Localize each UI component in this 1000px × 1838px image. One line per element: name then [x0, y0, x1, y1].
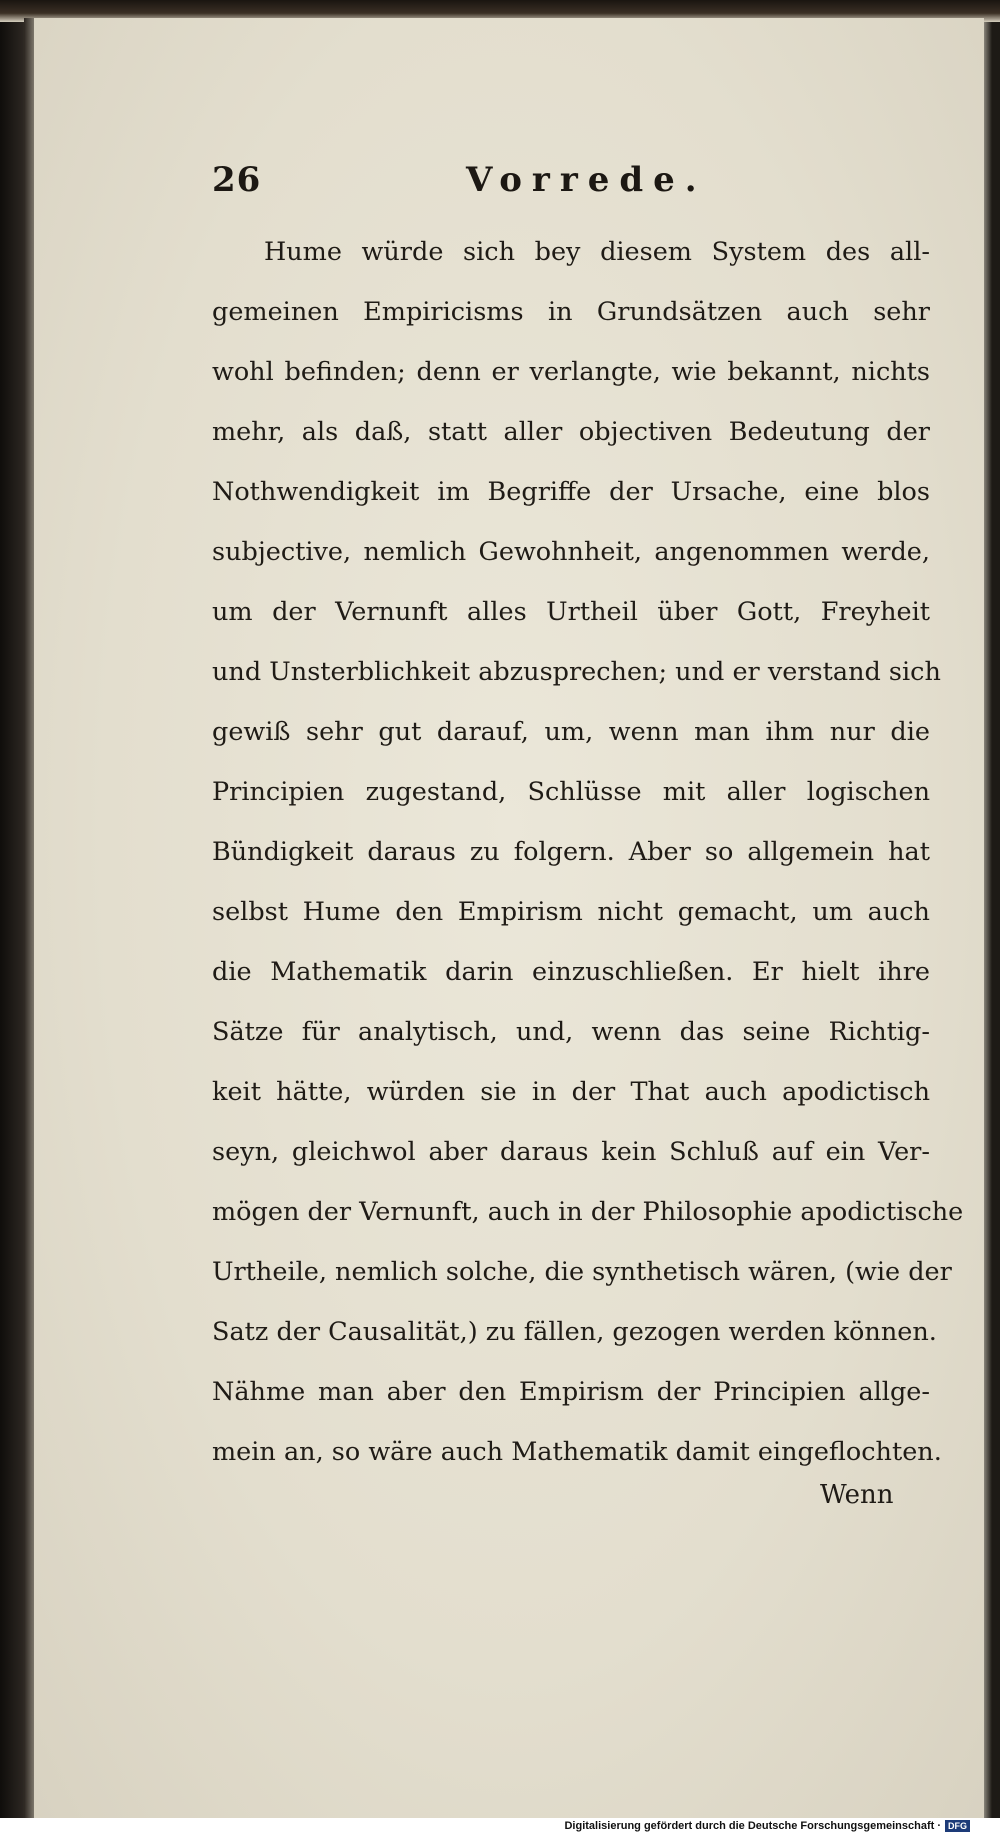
body-text [212, 222, 964, 1482]
text-line-content: wohl befinden; denn er verlangte, wie bekannt, nichts [212, 357, 930, 387]
text-line-content: selbst Hume den Empirism nicht gemacht, um auch [212, 897, 930, 927]
page-number: 26 [212, 160, 262, 200]
text-line [212, 1242, 952, 1302]
running-head: Vorrede. [466, 160, 707, 200]
text-line [212, 882, 930, 942]
text-line-content: Bündigkeit daraus zu folgern. Aber so allgemein hat [212, 837, 930, 867]
page-header [212, 160, 802, 210]
text-line [212, 642, 941, 702]
text-line [212, 762, 930, 822]
credit-text: Digitalisierung gefördert durch die Deutsche Forschungsgemeinschaft · [564, 1820, 941, 1832]
text-line [212, 462, 930, 522]
text-line [212, 522, 930, 582]
text-line [212, 1302, 937, 1362]
text-line-content: gewiß sehr gut darauf, um, wenn man ihm nur die [212, 717, 930, 747]
text-line-content: Principien zugestand, Schlüsse mit aller logischen [212, 777, 930, 807]
text-line [212, 1182, 964, 1242]
text-line-content: Hume würde sich bey diesem System des all- [264, 237, 930, 267]
text-line-content: Nähme man aber den Empirism der Principien allge- [212, 1377, 930, 1407]
text-line [212, 1422, 942, 1482]
text-line [212, 222, 930, 282]
text-line-content: mögen der Vernunft, auch in der Philosophie apodictische [212, 1197, 964, 1227]
text-line [212, 1362, 930, 1422]
text-line-content: und Unsterblichkeit abzusprechen; und er verstand sich [212, 657, 941, 687]
text-line-content: die Mathematik darin einzuschließen. Er hielt ihre [212, 957, 930, 987]
text-line [212, 282, 930, 342]
text-line-content: subjective, nemlich Gewohnheit, angenommen werde, [212, 537, 930, 567]
text-line-content: Satz der Causalität,) zu fällen, gezogen werden können. [212, 1317, 937, 1347]
text-line [212, 582, 930, 642]
text-line-content: seyn, gleichwol aber daraus kein Schluß auf ein Ver- [212, 1137, 930, 1167]
text-line [212, 1062, 930, 1122]
text-line [212, 942, 930, 1002]
text-line-content: Urtheile, nemlich solche, die synthetisch wären, (wie der [212, 1257, 952, 1287]
text-line-content: Nothwendigkeit im Begriffe der Ursache, eine blos [212, 477, 930, 507]
text-line-content: mehr, als daß, statt aller objectiven Bedeutung der [212, 417, 930, 447]
text-line-content: um der Vernunft alles Urtheil über Gott, Freyheit [212, 597, 930, 627]
text-line-content: mein an, so wäre auch Mathematik damit eingeflochten. [212, 1437, 942, 1467]
text-line-content: gemeinen Empiricisms in Grundsätzen auch sehr [212, 297, 930, 327]
text-line-content: keit hätte, würden sie in der That auch apodictisch [212, 1077, 930, 1107]
text-line [212, 702, 930, 762]
digitization-credit [564, 1820, 970, 1832]
text-line-content: Sätze für analytisch, und, wenn das seine Richtig- [212, 1017, 930, 1047]
text-line [212, 1002, 930, 1062]
text-line [212, 342, 930, 402]
text-line [212, 402, 930, 462]
text-line [212, 1122, 930, 1182]
dfg-logo: DFG [945, 1820, 970, 1832]
catchword: Wenn [820, 1480, 894, 1510]
text-line [212, 822, 930, 882]
